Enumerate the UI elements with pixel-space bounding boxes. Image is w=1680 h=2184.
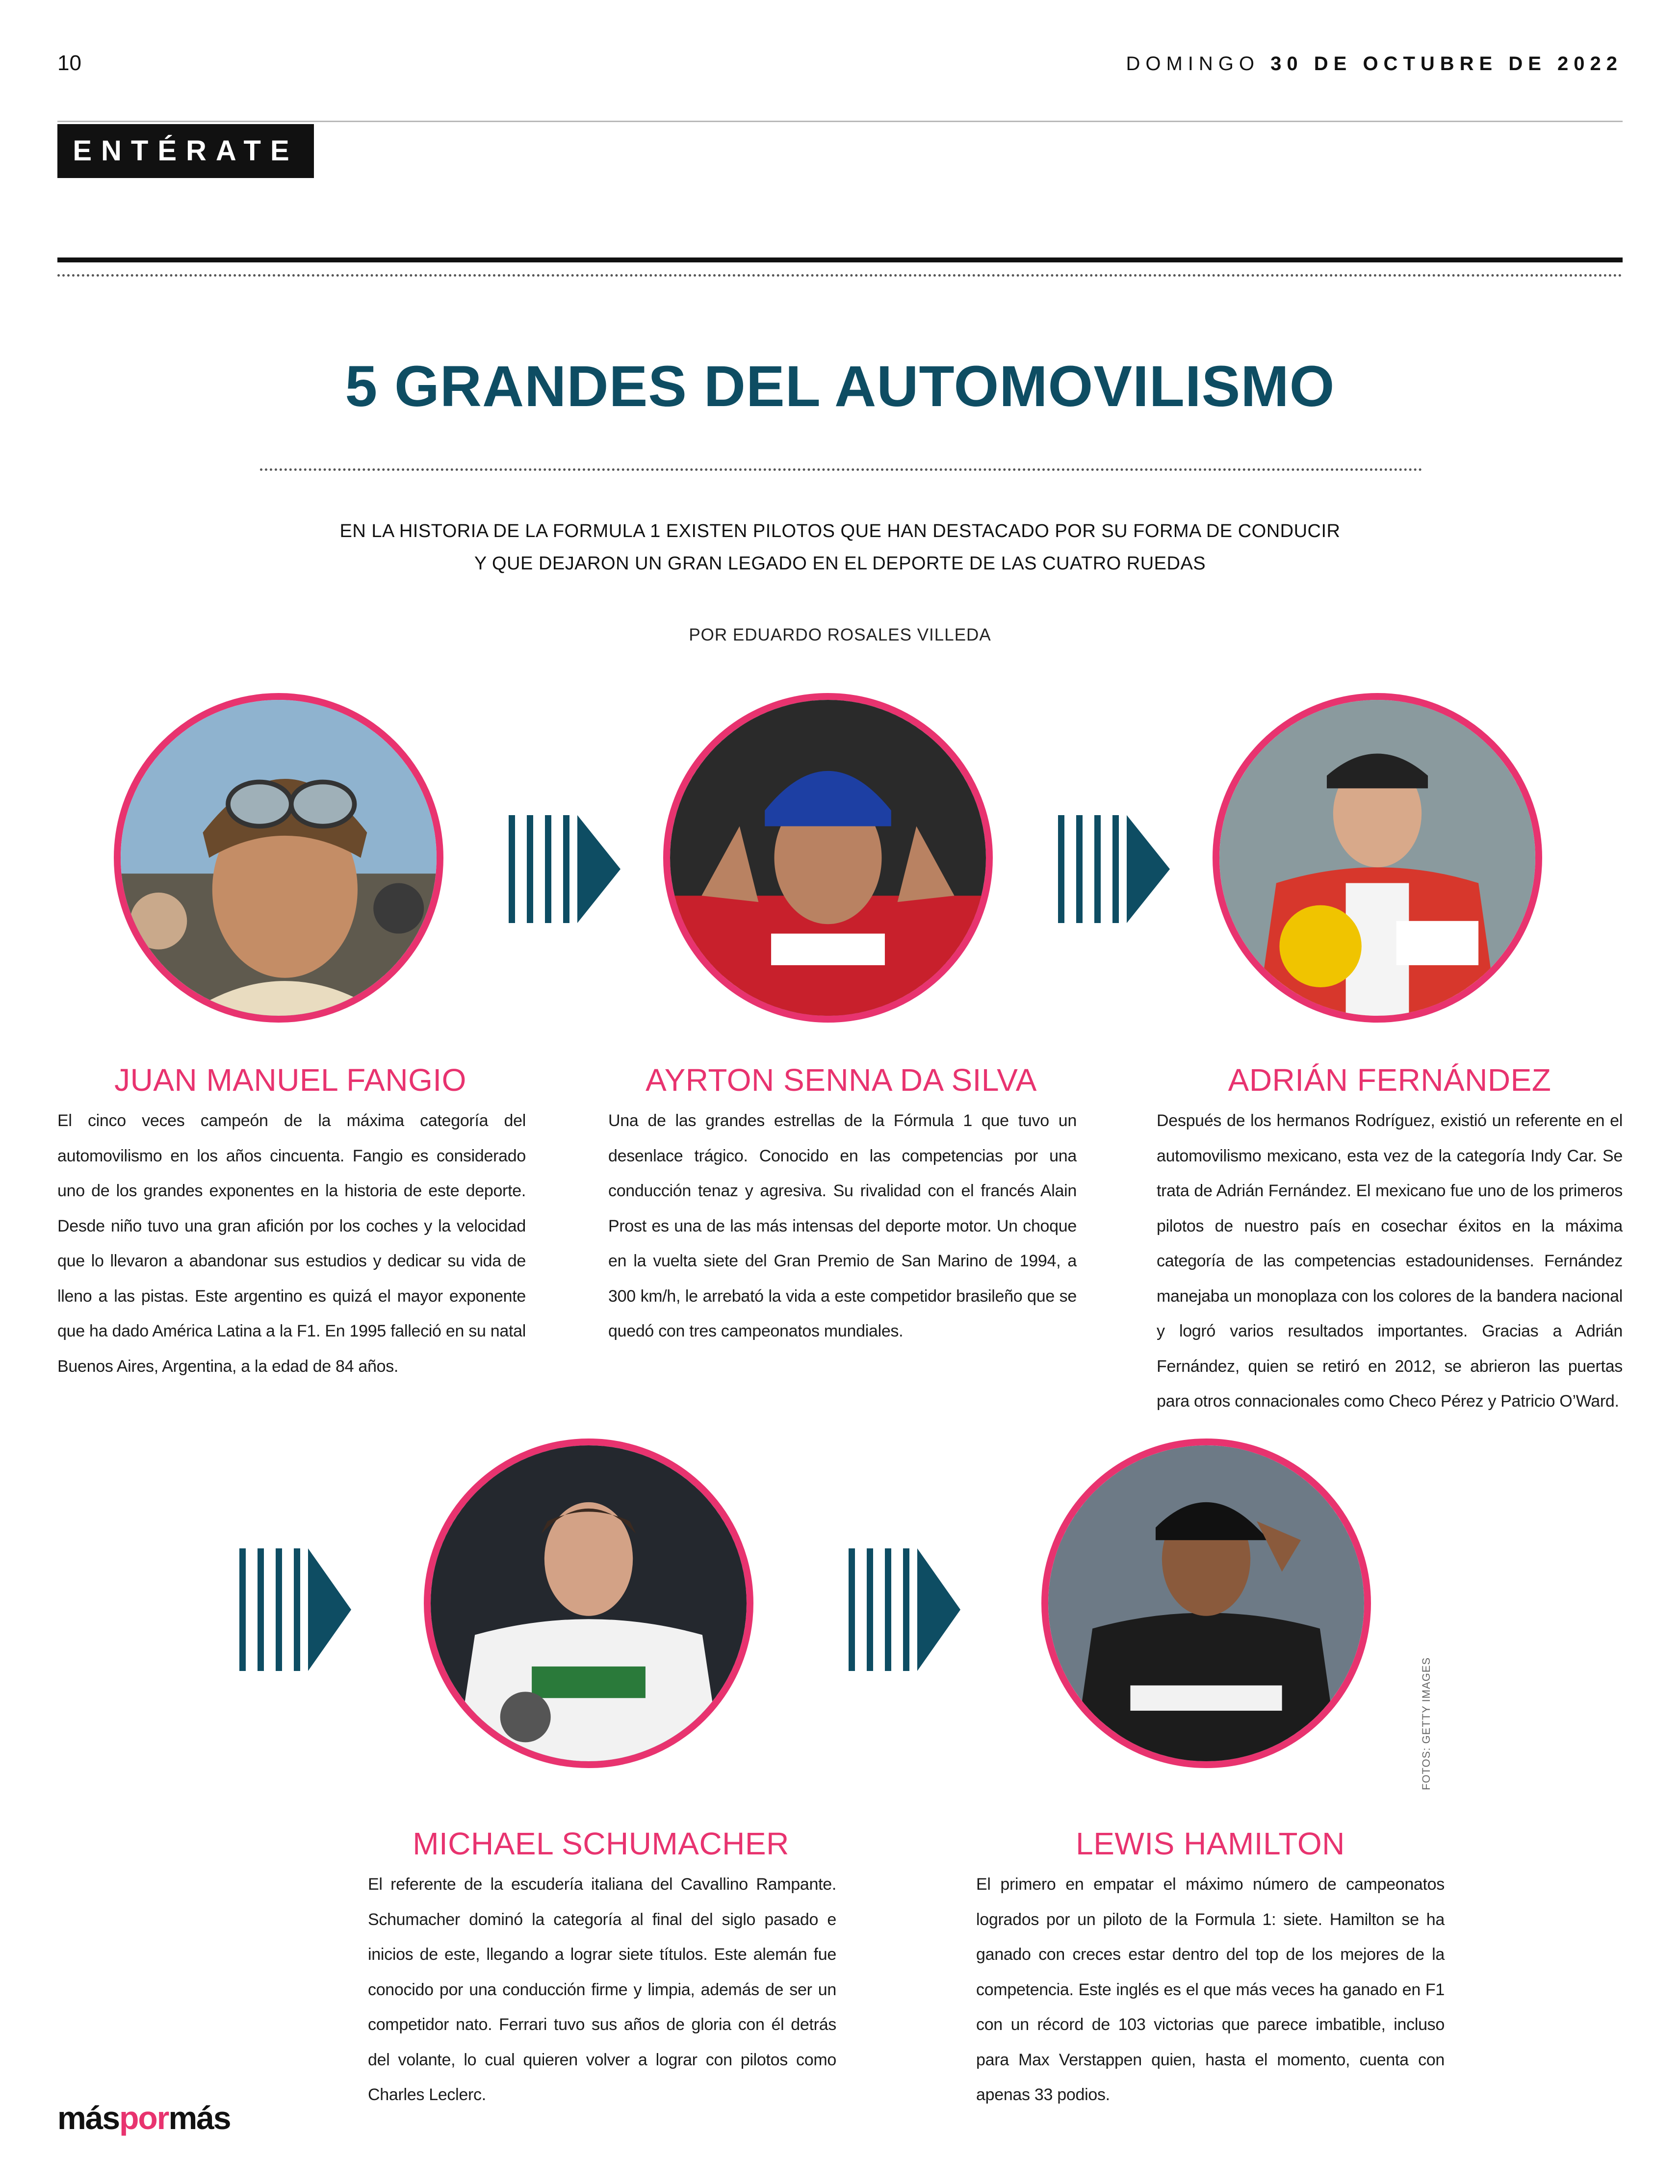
portrait-fernandez	[1213, 693, 1542, 1023]
driver-text-senna: Una de las grandes estrellas de la Fórmula 1 que tuvo un desenlace trágico. Conocido en las competencias por una conducción tenaz y agresiva. Su rivalidad con el francés Alain Prost es una de las más intensas del deporte motor. Un choque en la vuelta siete del Gran Premio de San Marino de 1994, a 300 km/h, le arrebató la vida a este competidor brasileño que se quedó con tres campeonatos mundiales.	[608, 1111, 1077, 1340]
page-number: 10	[57, 51, 81, 75]
driver-name-schumacher: MICHAEL SCHUMACHER	[413, 1826, 789, 1861]
driver-text-hamilton: El primero en empatar el máximo número de campeonatos logrados por un piloto de la Formula 1: siete. Hamilton se ha ganado con creces estar dentro del top de los mejores de la competencia. Este inglés es el que más veces ha ganado en F1 con un récord de 103 victorias que parece imbatible, incluso para Max Verstappen quien, hasta el momento, cuenta con apenas 33 podios.	[976, 1875, 1445, 2104]
driver-name-senna: AYRTON SENNA DA SILVA	[646, 1062, 1037, 1098]
dotted-divider	[57, 274, 1623, 277]
header-rule	[57, 121, 1623, 122]
arrow-right-icon	[509, 815, 620, 923]
date-weekday: DOMINGO	[1126, 53, 1260, 75]
logo-part-a: más	[57, 2100, 120, 2136]
portrait-senna	[663, 693, 993, 1023]
arrow-right-icon	[1058, 815, 1170, 923]
driver-name-fangio: JUAN MANUEL FANGIO	[114, 1062, 466, 1098]
driver-name-hamilton: LEWIS HAMILTON	[1076, 1826, 1345, 1861]
article-subtitle	[0, 515, 1680, 580]
arrow-right-icon	[849, 1548, 960, 1671]
driver-text-fernandez: Después de los hermanos Rodríguez, existió un referente en el automovilismo mexicano, esta vez de la categoría Indy Car. Se trata de Adrián Fernández. El mexicano fue uno de los primeros pilotos de nuestro país en cosechar éxitos en la máxima categoría de las competencias estadounidenses. Fernández manejaba un monoplaza con los colores de la bandera nacional y logró varios resultados importantes. Gracias a Adrián Fernández, quien se retiró en 2012, se abrieron las puertas para otros connacionales como Checo Pérez y Patricio O’Ward.	[1157, 1111, 1623, 1411]
date-main: 30 DE OCTUBRE DE 2022	[1270, 53, 1623, 75]
section-tag: ENTÉRATE	[57, 124, 314, 178]
title-dotted-rule	[260, 468, 1422, 471]
portrait-fangio	[114, 693, 443, 1023]
portrait-hamilton	[1041, 1439, 1371, 1768]
byline: POR EDUARDO ROSALES VILLEDA	[689, 625, 991, 644]
thick-divider	[57, 257, 1623, 262]
logo-part-b: por	[119, 2100, 169, 2136]
driver-name-fernandez: ADRIÁN FERNÁNDEZ	[1228, 1062, 1551, 1098]
subtitle-line-2: Y QUE DEJARON UN GRAN LEGADO EN EL DEPORTE DE LAS CUATRO RUEDAS	[474, 553, 1206, 574]
portrait-schumacher	[424, 1439, 753, 1768]
publication-logo	[57, 2099, 231, 2136]
arrow-right-icon	[239, 1548, 351, 1671]
article-title: 5 GRANDES DEL AUTOMOVILISMO	[345, 354, 1335, 419]
issue-date	[1126, 53, 1623, 75]
subtitle-line-1: EN LA HISTORIA DE LA FORMULA 1 EXISTEN PILOTOS QUE HAN DESTACADO POR SU FORMA DE CONDUCIR	[339, 521, 1341, 541]
driver-text-schumacher: El referente de la escudería italiana del Cavallino Rampante. Schumacher dominó la categoría al final del siglo pasado e inicios de este, llegando a lograr siete títulos. Este alemán fue conocido por una conducción firme y limpia, además de ser un competidor nato. Ferrari tuvo sus años de gloria con él detrás del volante, lo cual quieren volver a lograr con pilotos como Charles Leclerc.	[368, 1875, 836, 2104]
logo-part-c: más	[168, 2100, 231, 2136]
driver-text-fangio: El cinco veces campeón de la máxima categoría del automovilismo en los años cincuenta. Fangio es considerado uno de los grandes exponentes en la historia de este deporte. Desde niño tuvo una gran afición por los coches y la velocidad que lo llevaron a abandonar sus estudios y dedicar su vida de lleno a las pistas. Este argentino es quizá el mayor exponente que ha dado América Latina a la F1. En 1995 falleció en su natal Buenos Aires, Argentina, a la edad de 84 años.	[57, 1111, 526, 1376]
